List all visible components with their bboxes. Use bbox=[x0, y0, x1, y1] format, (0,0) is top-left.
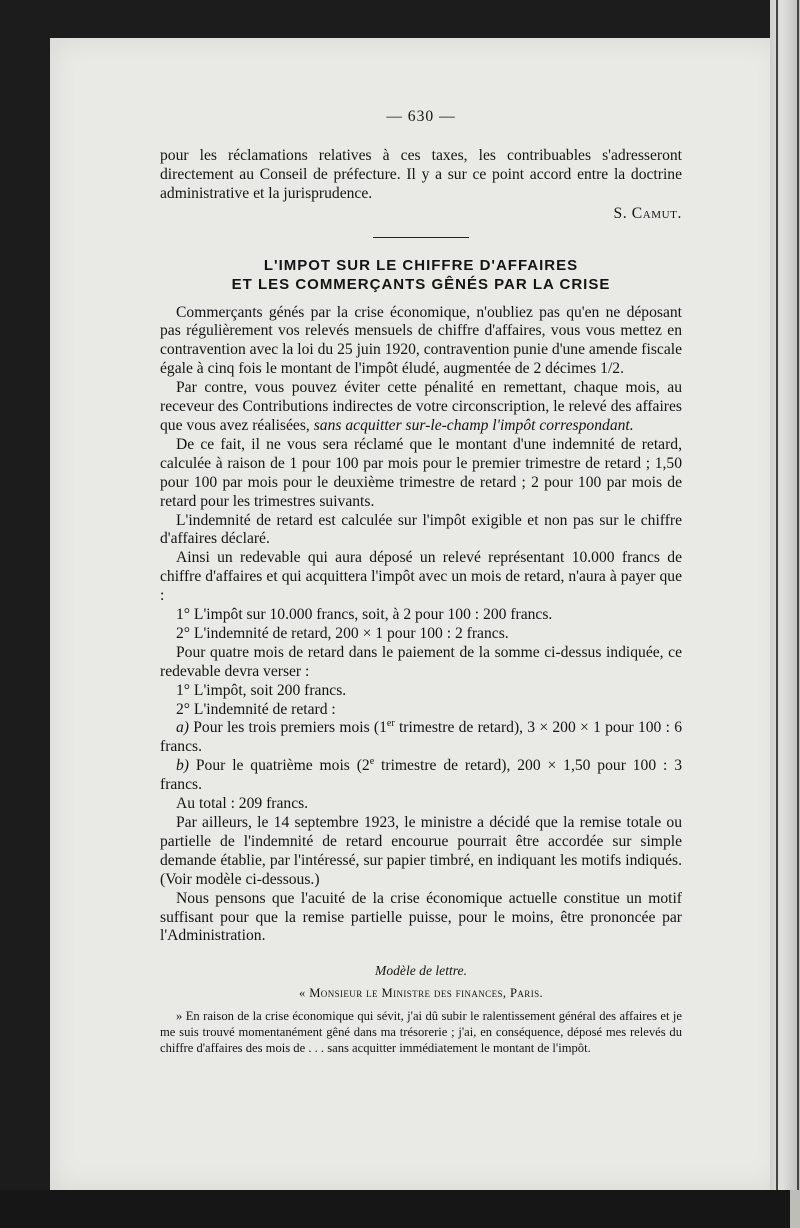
sub-item-b-text-2: trimestre de retard), 200 × 1,50 pour 100 : 3 francs. bbox=[160, 757, 683, 794]
edge-wrap bbox=[790, 1190, 800, 1228]
paragraph-7: Par ailleurs, le 14 septembre 1923, le ministre a décidé que la remise totale ou partielle de l'indemnité de retard encourue pourrait être accordée sur simple demande établie, par l'intéressé, sur papier timbré, en indiquant les motifs indiqués. (Voir modèle ci-dessous.) bbox=[160, 814, 682, 888]
sub-item-b-text: Pour le quatrième mois (2 bbox=[189, 757, 370, 775]
intro-paragraph: pour les réclamations relatives à ces taxes, les contribuables s'adresseront directement au Conseil de préfecture. Il y a sur ce point accord entre la doctrine administrative et la jurisprudence. bbox=[160, 146, 682, 202]
edge-line bbox=[797, 0, 799, 1228]
paragraph-5: Ainsi un redevable qui aura déposé un relevé représentant 10.000 francs de chiffre d'affaires et qui acquittera l'impôt avec un mois de retard, n'aura à payer que : bbox=[160, 549, 682, 605]
paragraph-2 bbox=[160, 379, 682, 436]
paragraph-2-text: Par contre, vous pouvez éviter cette pénalité en remettant, chaque mois, au receveur des Contributions indirectes de votre circonscription, le relevé des affaires que vous avez réalisées, bbox=[160, 379, 682, 434]
paragraph-4: L'indemnité de retard est calculée sur l'impôt exigible et non pas sur le chiffre d'affaires déclaré. bbox=[160, 511, 682, 548]
list-item-2: 2° L'indemnité de retard, 200 × 1 pour 100 : 2 francs. bbox=[176, 624, 509, 642]
sub-item-b-sup: e bbox=[369, 756, 375, 768]
paragraph-2-italic: sans acquitter sur-le-champ l'impôt correspondant. bbox=[313, 416, 634, 434]
edge-line bbox=[776, 0, 778, 1228]
scan-bottom-border bbox=[0, 1190, 800, 1228]
sub-item-a-text-2: trimestre de retard), 3 × 200 × 1 pour 100 : 6 francs. bbox=[160, 719, 682, 756]
letter-recipient: « Monsieur le Ministre des finances, Paris. bbox=[298, 986, 544, 1001]
article-title bbox=[160, 256, 682, 294]
section-divider bbox=[373, 237, 469, 238]
sub-item-a-text: Pour les trois premiers mois (1 bbox=[189, 719, 387, 737]
letter-body: » En raison de la crise économique qui sévit, j'ai dû subir le ralentissement général des affaires et je me suis trouvé momentanément gêné dans ma trésorerie ; j'ai, en conséquence, déposé mes relevés du chiffre d'affaires des mois de . . . sans acquitter immédiatement le montant de l'impôt. bbox=[160, 1009, 682, 1056]
page-edge-strip bbox=[770, 0, 800, 1228]
sub-item-b-mark: b) bbox=[176, 757, 189, 775]
document-body bbox=[160, 108, 682, 1056]
sub-item-a-mark: a) bbox=[176, 719, 189, 737]
sub-item-b bbox=[160, 757, 682, 795]
model-heading: Modèle de lettre. bbox=[375, 963, 467, 979]
title-line-2: ET LES COMMERÇANTS GÊNÉS PAR LA CRISE bbox=[231, 275, 611, 293]
page-number: — 630 — bbox=[386, 108, 456, 125]
total-line: Au total : 209 francs. bbox=[176, 795, 309, 813]
paragraph-3: De ce fait, il ne vous sera réclamé que le montant d'une indemnité de retard, calculée à raison de 1 pour 100 par mois pour le premier trimestre de retard ; 1,50 pour 100 par mois pour le deuxième trimestre de retard ; 2 pour 100 par mois de retard pour les trimestres suivants. bbox=[160, 435, 682, 510]
title-line-1: L'IMPOT SUR LE CHIFFRE D'AFFAIRES bbox=[263, 256, 579, 274]
signature: S. Camut. bbox=[613, 204, 682, 222]
list-item-1: 1° L'impôt sur 10.000 francs, soit, à 2 pour 100 : 200 francs. bbox=[176, 606, 553, 624]
paragraph-1: Commerçants génés par la crise économique, n'oubliez pas qu'en ne déposant pas régulièrement vos relevés mensuels de chiffre d'affaires, vous vous mettez en contravention avec la loi du 25 juin 1920, contravention punie d'une amende fiscale égale à cinq fois le montant de l'impôt éludé, augmentée de 2 décimes 1/2. bbox=[160, 303, 683, 378]
list-item-4: 2° L'indemnité de retard : bbox=[176, 700, 336, 718]
paragraph-6: Pour quatre mois de retard dans le paiement de la somme ci-dessus indiquée, ce redevable devra verser : bbox=[160, 643, 682, 680]
sub-item-a bbox=[160, 719, 682, 757]
list-item-3: 1° L'impôt, soit 200 francs. bbox=[176, 681, 347, 699]
paragraph-8: Nous pensons que l'acuité de la crise économique actuelle constitue un motif suffisant pour que la remise partielle puisse, pour le moins, être prononcée par l'Administration. bbox=[160, 889, 682, 945]
sub-item-a-sup: er bbox=[386, 718, 395, 730]
